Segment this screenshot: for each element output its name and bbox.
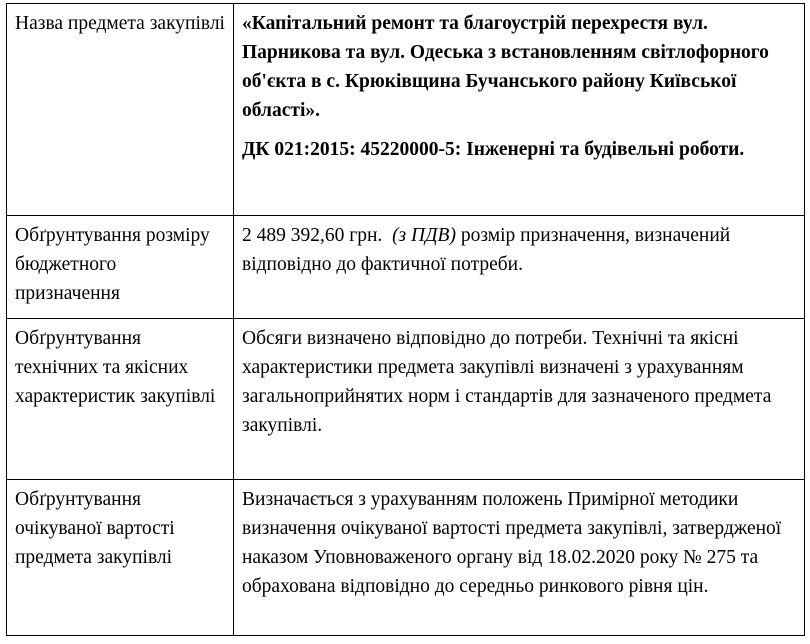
expected-cost-description: Визначається з урахуванням положень Примірної методики визначення очікуваної вартості предмета закупівлі, затвердженої наказом Уповноваженого органу від 18.02.2020 року № 275 та обрахована відповідно до середньо ринкового рівня цін. [242,489,782,597]
row-label: Назва предмета закупівлі [15,13,225,34]
value-cell-technical-justification [234,319,805,480]
table-row-budget-justification [7,216,805,319]
budget-paragraph [242,221,796,279]
technical-description: Обсяги визначено відповідно до потреби. Технічні та якісні характеристики предмета закупівлі визначені з урахуванням загальноприйнятих норм і стандартів для зазначеного предмета закупівлі. [242,328,772,436]
label-cell-expected-cost-justification [7,480,234,636]
table-row-expected-cost-justification [7,480,805,636]
budget-description: розмір призначення, визначений відповідно до фактичної потреби. [242,225,731,275]
row-label: Обґрунтування розміру бюджетного призначення [15,225,210,304]
cpv-code-text: ДК 021:2015: 45220000-5: Інженерні та будівельні роботи. [242,139,745,160]
table-row-technical-justification [7,319,805,480]
label-cell-budget-justification [7,216,234,319]
procurement-justification-table [6,3,805,636]
row-label: Обґрунтування технічних та якісних характеристик закупівлі [15,328,216,407]
label-cell-technical-justification [7,319,234,480]
budget-amount: 2 489 392,60 грн. [242,225,383,246]
vat-note: (з ПДВ) [392,225,456,246]
value-cell-procurement-subject [234,4,805,216]
label-cell-procurement-subject [7,4,234,216]
row-label: Обґрунтування очікуваної вартості предмета закупівлі [15,489,175,568]
table-row-procurement-subject [7,4,805,216]
value-cell-budget-justification [234,216,805,319]
procurement-subject-title: «Капітальний ремонт та благоустрій перехрестя вул. Парникова та вул. Одеська з встановленням світлофорного об'єкта в с. Крюківщина Бучанського району Київської області». [242,13,769,121]
value-cell-expected-cost-justification [234,480,805,636]
